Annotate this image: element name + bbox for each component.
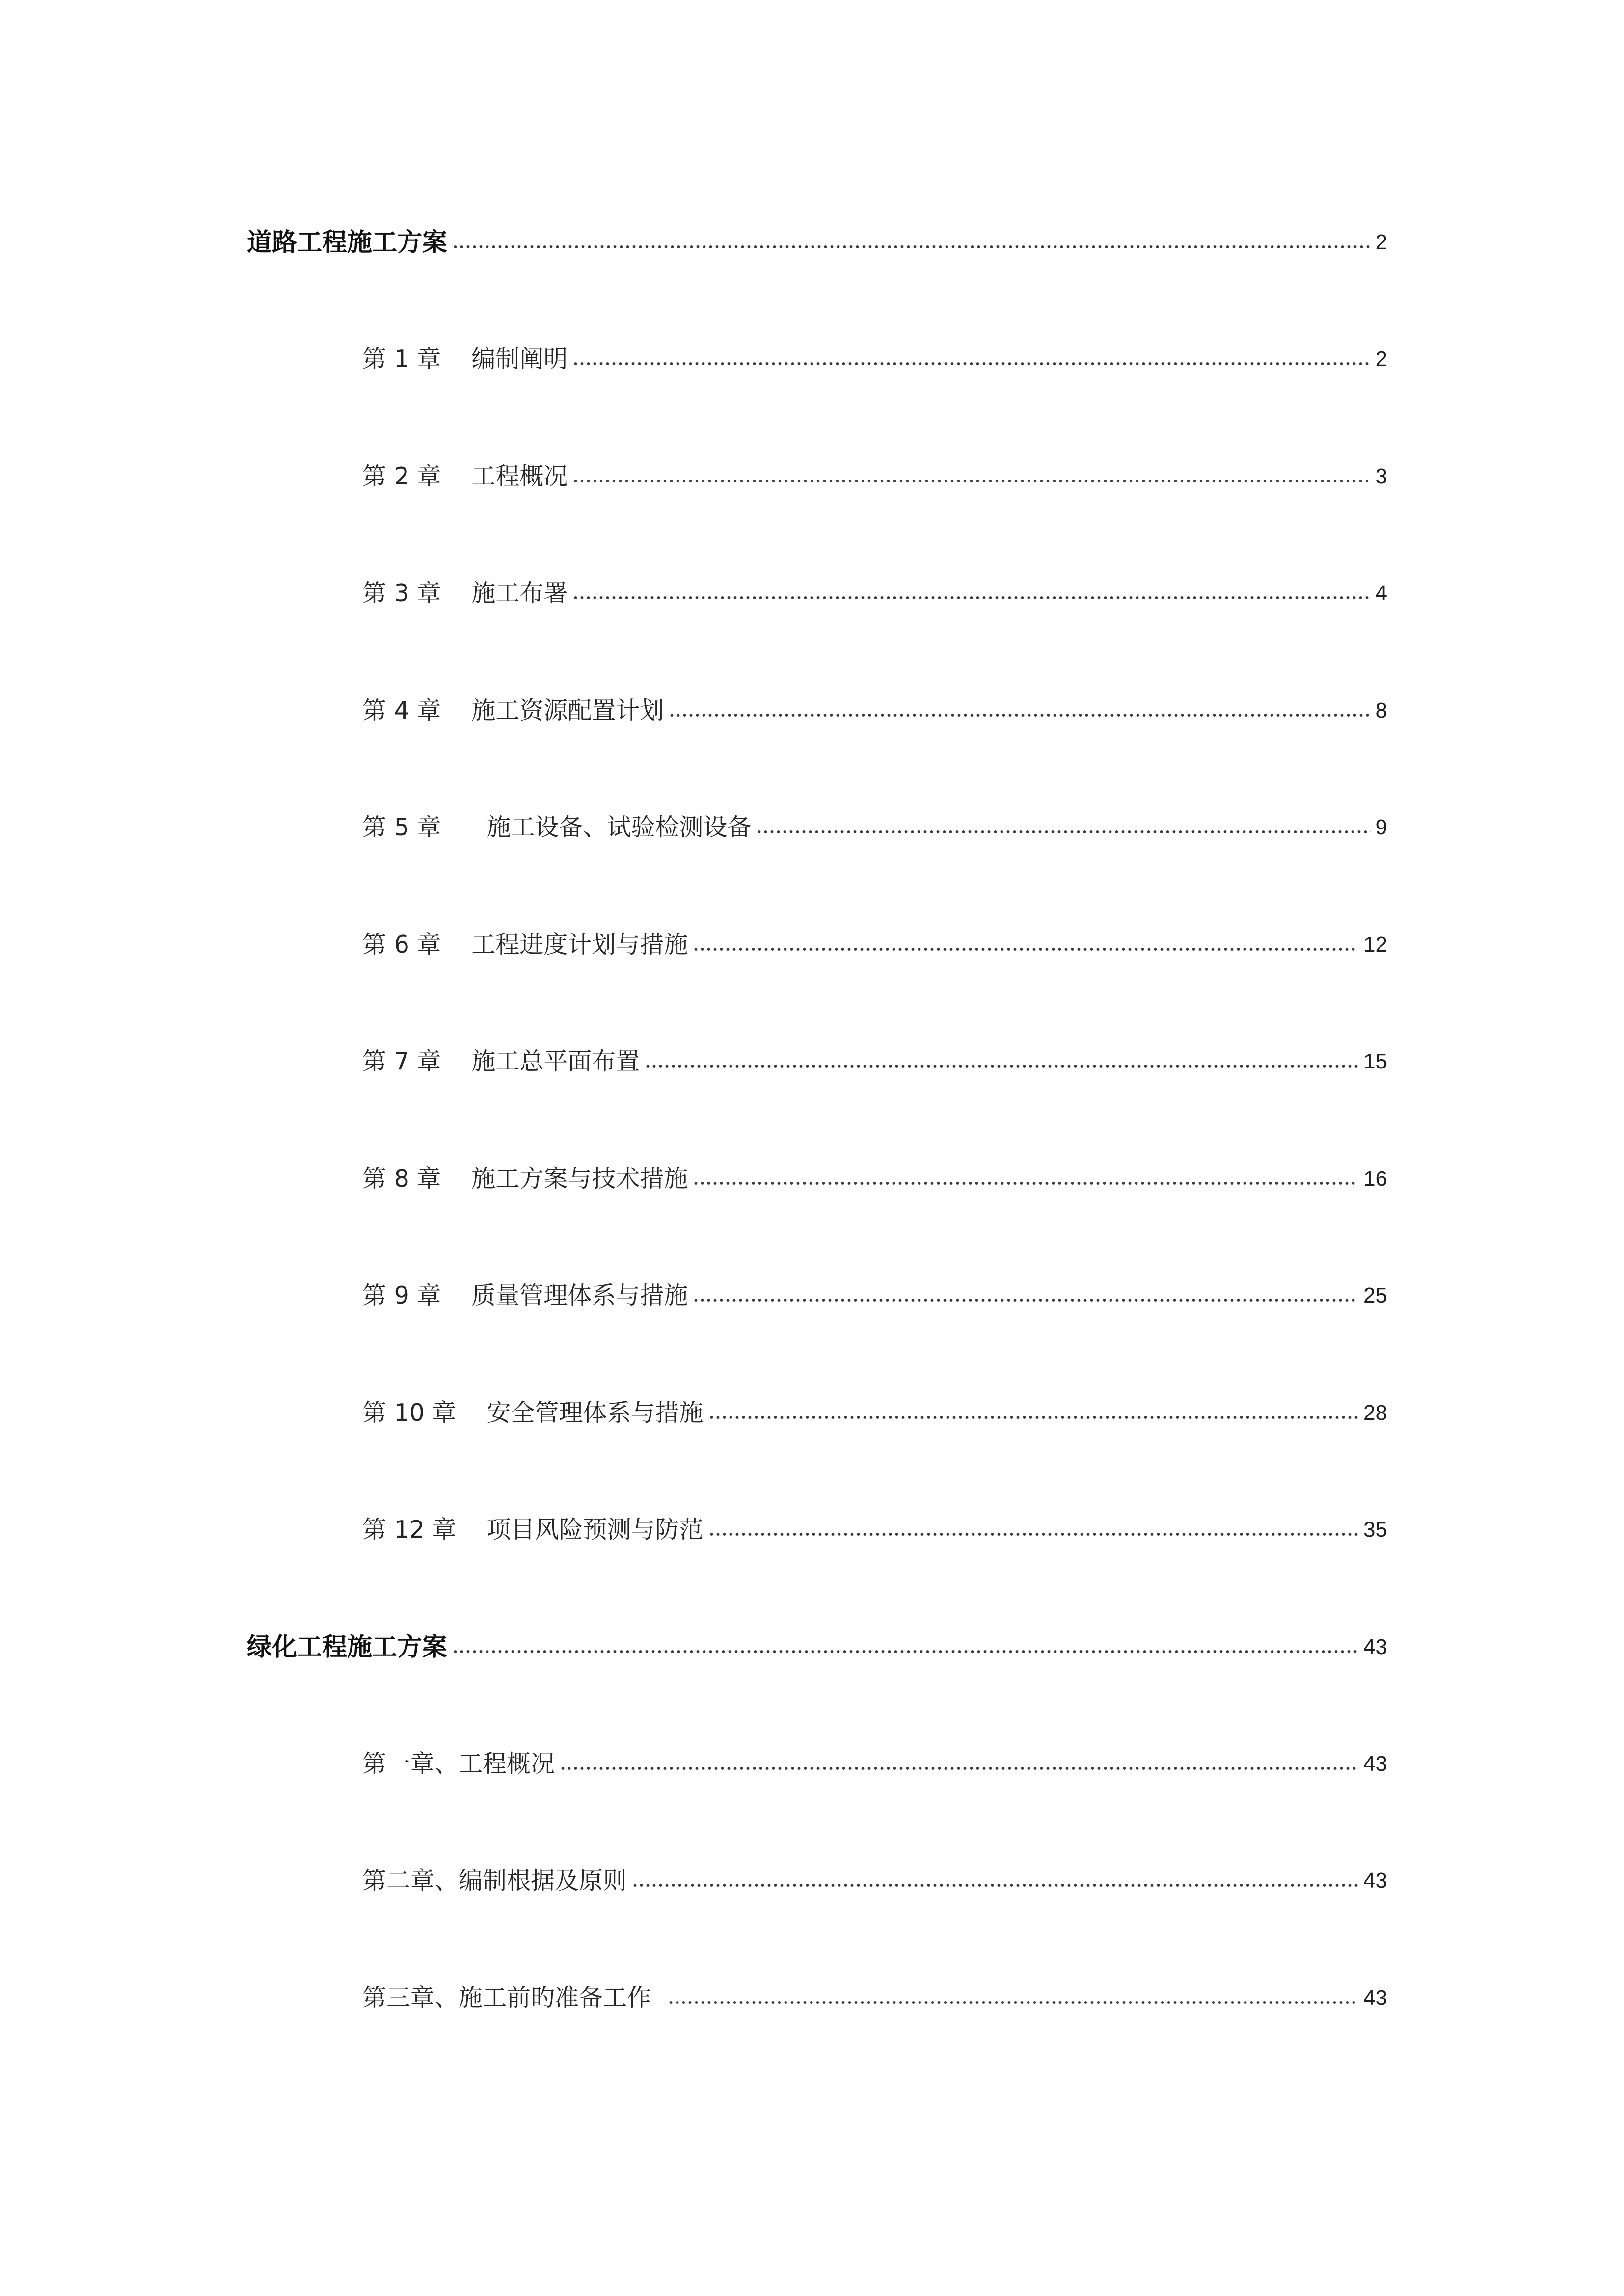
toc-entry-title: 项目风险预测与防范 (487, 1516, 704, 1544)
toc-entry-chapter-3[interactable] (362, 571, 1387, 615)
toc-entry-title: 第一章、工程概况 (362, 1750, 555, 1778)
dot-leader (572, 362, 1370, 366)
dot-leader (693, 1181, 1358, 1185)
toc-entry-title: 施工设备、试验检测设备 (471, 813, 752, 841)
toc-entry-page-number: 43 (1363, 1752, 1387, 1776)
toc-entry-title: 质量管理体系与措施 (471, 1281, 688, 1309)
toc-entry-page-number: 2 (1375, 230, 1387, 254)
toc-entry-page-number: 9 (1375, 815, 1387, 839)
toc-entry-chapter-number: 第 1 章 (362, 345, 441, 373)
dot-leader (708, 1415, 1359, 1419)
dot-leader (572, 479, 1370, 483)
toc-entry-chapter-8[interactable] (362, 1157, 1387, 1201)
toc-entry-chapter-number: 第 10 章 (362, 1399, 457, 1427)
toc-entry-page-number: 25 (1363, 1283, 1387, 1308)
toc-entry-chapter-number: 第 2 章 (362, 462, 441, 490)
dot-leader (669, 713, 1370, 717)
dot-leader (632, 1883, 1358, 1887)
dot-leader (560, 1766, 1358, 1770)
toc-entry-page-number: 43 (1363, 1869, 1387, 1893)
toc-entry-title: 编制阐明 (471, 345, 568, 373)
toc-entry-chapter-7[interactable] (362, 1040, 1387, 1084)
toc-entry-chapter-number: 第 3 章 (362, 579, 441, 607)
dot-leader (756, 830, 1370, 834)
toc-entry-chapter-6[interactable] (362, 923, 1387, 967)
toc-entry-chapter-number: 第 8 章 (362, 1165, 441, 1193)
toc-entry-chapter-2[interactable] (362, 454, 1387, 499)
toc-entry-road-project[interactable] (247, 220, 1387, 265)
toc-entry-page-number: 8 (1375, 698, 1387, 722)
toc-entry-title: 施工方案与技术措施 (471, 1165, 688, 1193)
toc-entry-page-number: 35 (1363, 1518, 1387, 1542)
toc-entry-title: 工程概况 (471, 462, 568, 490)
toc-entry-page-number: 12 (1363, 933, 1387, 957)
dot-leader (645, 1064, 1358, 1068)
toc-entry-title: 施工资源配置计划 (471, 696, 664, 724)
dot-leader (693, 1298, 1358, 1302)
toc-entry-chapter-1[interactable] (362, 337, 1387, 381)
toc-entry-title: 安全管理体系与措施 (487, 1399, 704, 1427)
dot-leader (572, 596, 1370, 600)
toc-entry-chapter-9[interactable] (362, 1274, 1387, 1318)
toc-entry-chapter-number: 第 7 章 (362, 1047, 441, 1075)
toc-entry-chapter-10[interactable] (362, 1391, 1387, 1435)
toc-entry-title: 道路工程施工方案 (247, 228, 448, 257)
toc-entry-chapter-12[interactable] (362, 1508, 1387, 1552)
dot-leader (708, 1532, 1359, 1536)
toc-entry-page-number: 43 (1363, 1635, 1387, 1659)
toc-entry-chapter-number: 第 4 章 (362, 696, 441, 724)
toc-entry-title: 第二章、编制根据及原则 (362, 1867, 627, 1895)
toc-entry-greening-chapter-2[interactable] (362, 1859, 1387, 1903)
toc-entry-chapter-number: 第 9 章 (362, 1281, 441, 1309)
toc-entry-greening-chapter-1[interactable] (362, 1742, 1387, 1786)
dot-leader (452, 1650, 1358, 1654)
toc-entry-title: 施工总平面布置 (471, 1047, 640, 1075)
dot-leader (452, 245, 1371, 249)
toc-entry-chapter-5[interactable] (362, 805, 1387, 850)
toc-entry-chapter-number: 第 6 章 (362, 931, 441, 959)
toc-entry-chapter-number: 第 5 章 (362, 813, 441, 841)
toc-entry-greening-project[interactable] (247, 1625, 1387, 1669)
dot-leader (668, 2001, 1358, 2004)
toc-entry-page-number: 15 (1363, 1049, 1387, 1073)
toc-entry-page-number: 2 (1375, 347, 1387, 371)
toc-entry-chapter-number: 第 12 章 (362, 1516, 457, 1544)
toc-entry-title: 绿化工程施工方案 (247, 1632, 448, 1662)
toc-entry-title: 工程进度计划与措施 (471, 931, 688, 959)
dot-leader (693, 947, 1358, 951)
toc-entry-title: 施工布署 (471, 579, 568, 607)
toc-entry-title: 第三章、施工前旳准备工作 (362, 1984, 651, 2012)
toc-entry-page-number: 3 (1375, 464, 1387, 488)
toc-entry-page-number: 4 (1375, 581, 1387, 605)
toc-entry-greening-chapter-3[interactable] (362, 1976, 1387, 2020)
toc-entry-page-number: 43 (1363, 1986, 1387, 2010)
toc-entry-page-number: 28 (1363, 1401, 1387, 1425)
toc-entry-page-number: 16 (1363, 1167, 1387, 1191)
toc-entry-chapter-4[interactable] (362, 689, 1387, 733)
